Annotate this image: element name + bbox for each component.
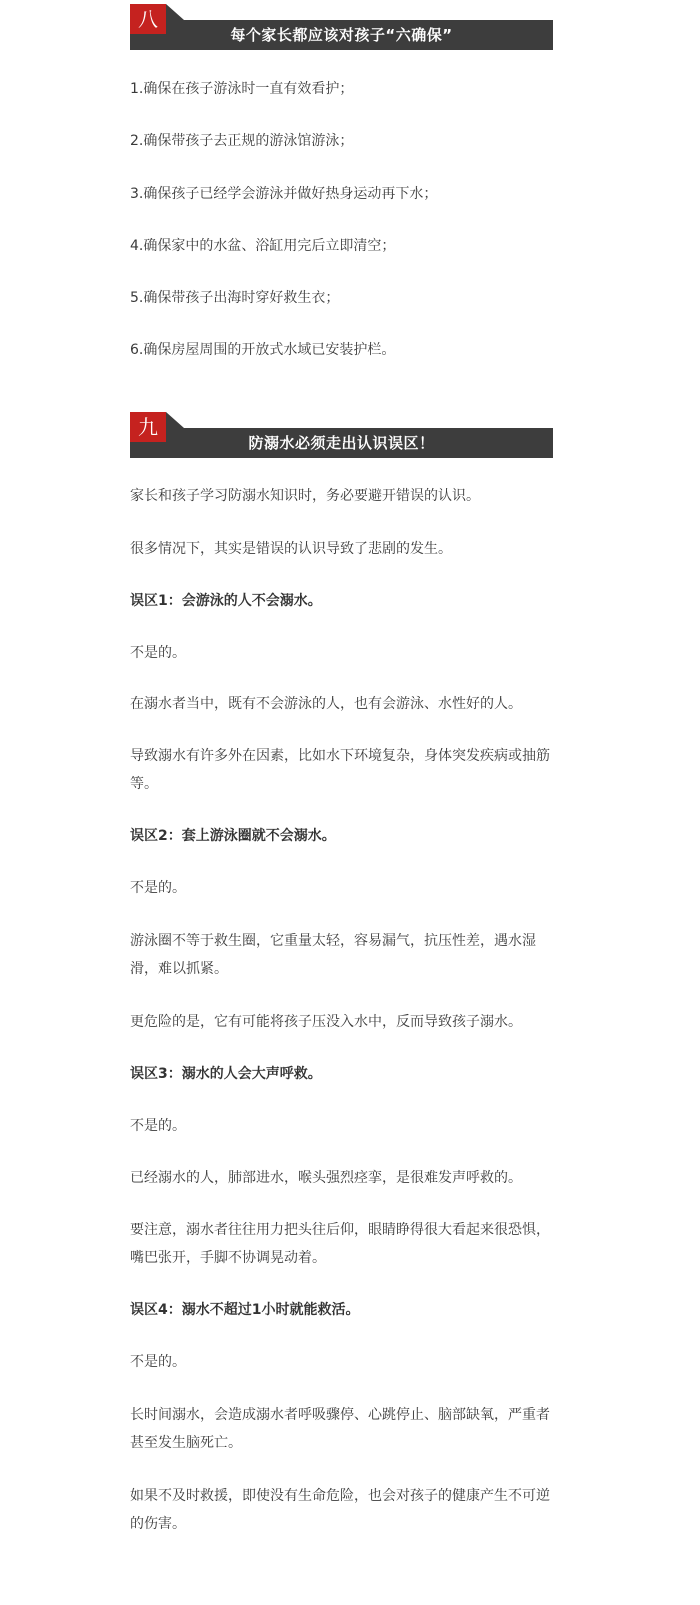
paragraph: 更危险的是，它有可能将孩子压没入水中，反而导致孩子溺水。 bbox=[130, 1014, 522, 1030]
misconception-heading: 误区4：溺水不超过1小时就能救活。 bbox=[130, 1302, 360, 1318]
list-item: 5.确保带孩子出海时穿好救生衣； bbox=[130, 290, 340, 306]
section-header-9 bbox=[130, 415, 553, 458]
paragraph: 要注意，溺水者往往用力把头往后仰，眼睛睁得很大看起来很恐惧，嘴巴张开，手脚不协调晃动着。 bbox=[130, 1222, 550, 1266]
misconception-heading: 误区1：会游泳的人不会溺水。 bbox=[130, 593, 322, 609]
list-item: 4.确保家中的水盆、浴缸用完后立即清空； bbox=[130, 238, 396, 254]
misconception-heading: 误区3：溺水的人会大声呼救。 bbox=[130, 1066, 322, 1082]
list-item: 1.确保在孩子游泳时一直有效看护； bbox=[130, 81, 354, 97]
paragraph: 游泳圈不等于救生圈，它重量太轻，容易漏气，抗压性差，遇水湿滑，难以抓紧。 bbox=[130, 933, 536, 977]
section-title: 每个家长都应该对孩子“六确保” bbox=[230, 26, 453, 44]
paragraph: 导致溺水有许多外在因素，比如水下环境复杂，身体突发疾病或抽筋等。 bbox=[130, 748, 550, 792]
paragraph: 在溺水者当中，既有不会游泳的人，也有会游泳、水性好的人。 bbox=[130, 696, 522, 712]
section-number-badge: 九 bbox=[130, 412, 166, 442]
paragraph: 如果不及时救援，即使没有生命危险，也会对孩子的健康产生不可逆的伤害。 bbox=[130, 1488, 550, 1532]
section-title: 防溺水必须走出认识误区！ bbox=[248, 434, 435, 452]
list-item: 6.确保房屋周围的开放式水域已安装护栏。 bbox=[130, 342, 396, 358]
paragraph: 家长和孩子学习防溺水知识时，务必要避开错误的认识。 bbox=[130, 488, 480, 504]
section-number-badge: 八 bbox=[130, 4, 166, 34]
misconception-heading: 误区2：套上游泳圈就不会溺水。 bbox=[130, 828, 336, 844]
header-notch-decoration bbox=[166, 4, 184, 20]
paragraph: 不是的。 bbox=[130, 645, 186, 661]
paragraph: 很多情况下，其实是错误的认识导致了悲剧的发生。 bbox=[130, 541, 452, 557]
paragraph: 不是的。 bbox=[130, 1354, 186, 1370]
paragraph: 已经溺水的人，肺部进水，喉头强烈痉挛，是很难发声呼救的。 bbox=[130, 1170, 522, 1186]
paragraph: 不是的。 bbox=[130, 880, 186, 896]
header-notch-decoration bbox=[166, 412, 184, 428]
list-item: 3.确保孩子已经学会游泳并做好热身运动再下水； bbox=[130, 186, 438, 202]
paragraph: 长时间溺水，会造成溺水者呼吸骤停、心跳停止、脑部缺氧，严重者甚至发生脑死亡。 bbox=[130, 1407, 550, 1451]
paragraph: 不是的。 bbox=[130, 1118, 186, 1134]
list-item: 2.确保带孩子去正规的游泳馆游泳； bbox=[130, 133, 354, 149]
section-header-8 bbox=[130, 7, 553, 50]
